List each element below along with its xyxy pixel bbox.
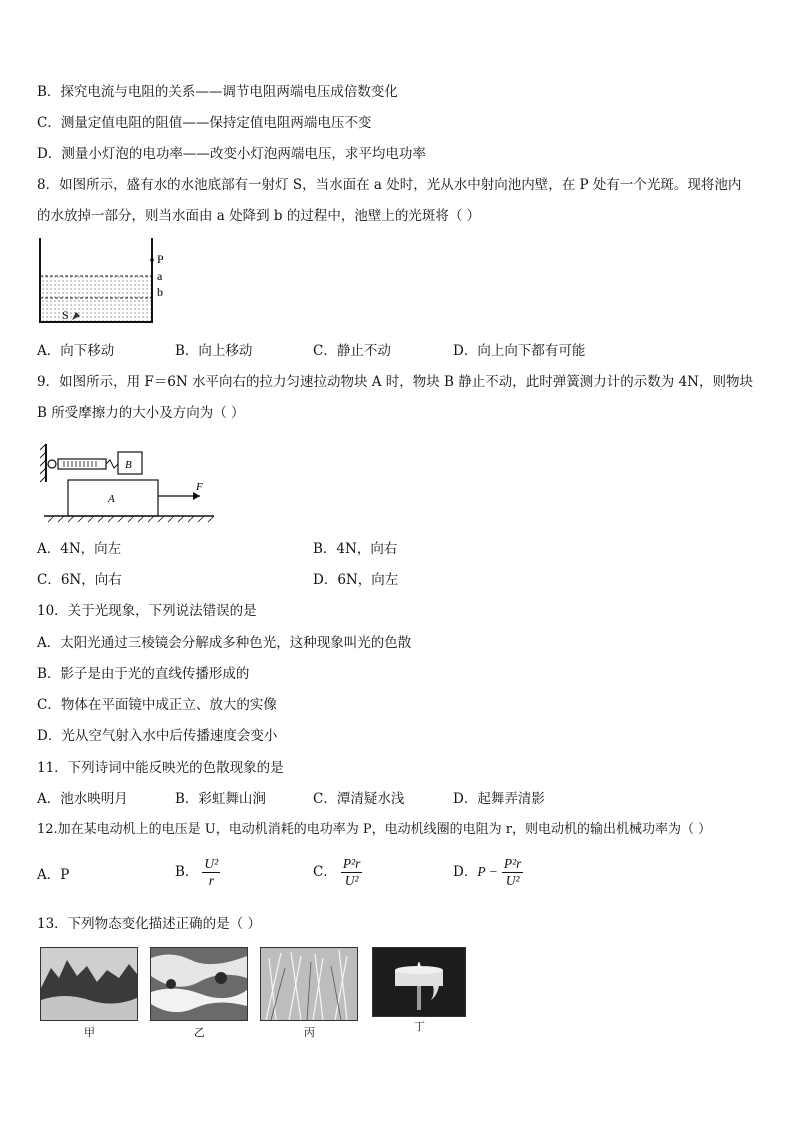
q12-option-b: [175, 856, 220, 889]
q13-photo-yi: [150, 947, 248, 1021]
q8-light-spot: [150, 258, 154, 262]
fraction-denominator: r: [208, 873, 214, 888]
q9-stem-line2: B 所受摩擦力的大小及方向为（ ）: [37, 405, 245, 421]
fraction-numerator: U²: [204, 856, 219, 871]
q9-option-b: B．4N，向右: [313, 541, 398, 557]
q12-option-b-prefix: B．: [175, 864, 199, 880]
q9-option-a: A．4N，向左: [37, 541, 122, 557]
q8-label-a: a: [157, 269, 163, 283]
q12-option-d-fraction: [502, 856, 524, 889]
q11-option-a: A．池水映明月: [37, 791, 128, 807]
q13-photo-bing: [260, 947, 358, 1021]
q7-option-c: C．测量定值电阻的阻值——保持定值电阻两端电压不变: [37, 115, 372, 131]
q9-stem-line1: 9．如图所示，用 F＝6N 水平向右的拉力匀速拉动物块 A 时，物块 B 静止不动，此时弹簧测力计的示数为 4N，则物块: [37, 374, 753, 390]
q12-stem: 12.加在某电动机上的电压是 U，电动机消耗的电功率为 P，电动机线圈的电阻为 r，则电动机的输出机械功率为（ ）: [37, 822, 712, 837]
q9-friction-figure: [38, 442, 218, 524]
q12-option-c: [313, 856, 362, 889]
q8-stem-line2: 的水放掉一部分，则当水面由 a 处降到 b 的过程中，池壁上的光斑将（ ）: [37, 208, 481, 224]
q8-option-c: C．静止不动: [313, 343, 391, 359]
q9-spring-scale: [58, 459, 106, 469]
q8-option-d: D．向上向下都有可能: [453, 343, 586, 359]
q10-option-d: D．光从空气射入水中后传播速度会变小: [37, 728, 278, 744]
q10-option-b: B．影子是由于光的直线传播形成的: [37, 666, 250, 682]
q11-option-c: C．潭清疑水浅: [313, 791, 405, 807]
q12-option-c-fraction: [341, 856, 363, 889]
q7-option-d: D．测量小灯泡的电功率——改变小灯泡两端电压，求平均电功率: [37, 146, 426, 162]
q8-pool-figure: [30, 232, 170, 332]
q8-water: [40, 276, 152, 322]
fraction-numerator: P²r: [503, 856, 522, 871]
q11-option-d: D．起舞弄清影: [453, 791, 545, 807]
q12-option-b-fraction: [202, 856, 220, 889]
fraction-numerator: P²r: [342, 856, 361, 871]
q8-option-a: A．向下移动: [37, 343, 115, 359]
q11-stem: 11．下列诗词中能反映光的色散现象的是: [37, 760, 284, 776]
q13-photo-jia: [40, 947, 138, 1021]
q9-label-a: A: [108, 493, 115, 505]
q11-option-b: B．彩虹舞山涧: [175, 791, 266, 807]
q8-label-p: P: [157, 252, 164, 266]
q9-label-f: F: [196, 481, 203, 493]
q13-stem: 13．下列物态变化描述正确的是（ ）: [37, 916, 261, 932]
q12-option-d-lead: P −: [477, 864, 498, 879]
q9-hook-ring: [48, 460, 56, 468]
q10-stem: 10．关于光现象，下列说法错误的是: [37, 603, 257, 619]
fraction-denominator: U²: [505, 873, 520, 888]
q8-option-b: B．向上移动: [175, 343, 253, 359]
q12-option-d-prefix: D．: [453, 864, 478, 880]
q10-option-a: A．太阳光通过三棱镜会分解成多种色光，这种现象叫光的色散: [37, 635, 412, 651]
q13-caption-jia: 甲: [84, 1026, 95, 1039]
q8-stem-line1: 8．如图所示，盛有水的水池底部有一射灯 S，当水面在 a 处时，光从水中射向池内壁，在 P 处有一个光斑。现将池内: [37, 177, 742, 193]
q12-option-d: [453, 856, 523, 889]
q12-option-c-prefix: C．: [313, 864, 337, 880]
q13-caption-yi: 乙: [194, 1026, 205, 1039]
fraction-denominator: U²: [344, 873, 359, 888]
q13-caption-bing: 丙: [304, 1026, 315, 1039]
q13-caption-ding: 丁: [414, 1020, 425, 1033]
q10-option-c: C．物体在平面镜中成正立、放大的实像: [37, 697, 277, 713]
q9-label-b: B: [125, 459, 132, 471]
q13-photo-ding: [372, 947, 466, 1017]
q8-label-b: b: [157, 285, 163, 299]
q8-label-s: S: [62, 308, 69, 322]
q7-option-b: B．探究电流与电阻的关系——调节电阻两端电压成倍数变化: [37, 84, 398, 100]
q9-option-d: D．6N，向左: [313, 572, 399, 588]
q9-option-c: C．6N，向右: [37, 572, 122, 588]
q12-option-a: A．P: [37, 867, 70, 883]
